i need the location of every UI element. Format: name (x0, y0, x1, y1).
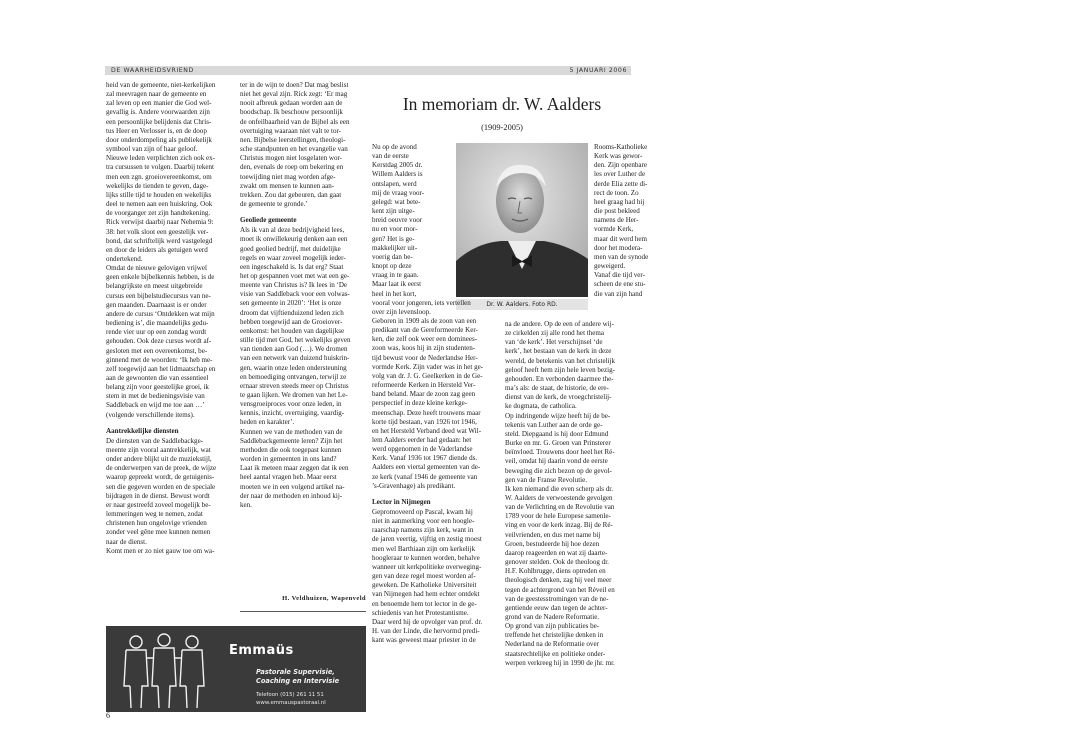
text-line: vooral voor jongeren, iets vertellen (372, 298, 471, 307)
text-line: scheen de ene stu- (594, 280, 646, 289)
text-line: nooit afbreuk gedaan worden aan de (240, 99, 343, 108)
text-line: perspectief in deze kleine kerkge- (372, 399, 468, 408)
text-line: breid oeuvre voor (372, 216, 423, 225)
text-line: nu en voor mor- (372, 225, 418, 234)
text-line: heel aantal vragen heb. Maar eerst (240, 473, 337, 482)
text-line: gehouden. Ook deze cursus wordt af- (106, 337, 212, 346)
text-line: Saddleback en wijd me toe aan …’ (106, 401, 205, 410)
text-line: korte tijd bestaan, van 1926 tot 1946, (372, 417, 477, 426)
text-line: ze kerk (vanaf 1946 de gemeente van (372, 472, 478, 481)
text-line: geloof heeft hem zijn hele leven bezig- (505, 365, 615, 374)
text-line: visie van Saddleback voor een volwas- (240, 290, 350, 299)
author-signature: H. Veldhuizen, Wapenveld (282, 595, 366, 602)
text-line: vensgroeiproces voor onze leden, in (240, 400, 342, 409)
text-line: Ik ken niemand die even scherp als dr. (505, 484, 614, 493)
text-line: van tienden aan God (…). We dromen (240, 345, 348, 354)
text-line: boodschap. Ik beschouw persoonlijk (240, 108, 343, 117)
column-3 (372, 143, 498, 713)
text-line: niet in aanmerking voor een hoogle- (372, 517, 475, 526)
text-line: Als ik van al deze bedrijvigheid lees, (240, 226, 345, 235)
text-line: door onderdompeling als publiekelijk (106, 135, 212, 144)
text-line: vormde Kerk. Zijn vader was in het ge- (372, 362, 484, 371)
text-line: gen maanden. Daarnaast is er onder (106, 300, 207, 309)
text-line: bediening is’, die maandelijks gedu- (106, 319, 209, 328)
running-header (105, 66, 631, 75)
text-line: Geboren in 1909 als de zoon van een (372, 316, 477, 325)
text-line: beweging die zich bezon op de gevol- (505, 466, 612, 475)
text-line: zoon was, koos hij in zijn studenten- (372, 344, 476, 353)
text-line: zwakt om mensen te kunnen aan- (240, 181, 335, 190)
text-line: meente zijn vooral aantrekkelijk, wat (106, 445, 211, 454)
text-line: meente van Christus is? Ik lees in ‘De (240, 281, 348, 290)
text-line: tegen de achtergrond van het Réveil en (505, 585, 615, 594)
text-line: beïnvloed. Trouwens door heel het Ré- (505, 448, 615, 457)
text-line: Saddlebackgemeente leren? Zijn het (240, 436, 343, 445)
text-line: de gemeente te gronde.’ (240, 200, 308, 209)
text-line: derde Elia zette di- (594, 179, 648, 188)
text-line: sche standpunten en het evangelie van (240, 145, 348, 154)
text-line: men wel Barthiaan zijn om kerkelijk (372, 544, 476, 553)
ad-website: www.emmauspastoraal.nl (256, 700, 326, 706)
text-line: raarschap namens zijn kerk, want in (372, 526, 474, 535)
text-line: en bemoediging ontvangen, terwijl ze (240, 372, 347, 381)
text-line: droom dat vijftienduizend leden zich (240, 308, 344, 317)
text-line: Rooms-Katholieke (594, 143, 648, 151)
text-line: rect de toon. Zo (594, 188, 639, 197)
text-line: treffende het christelijke denken in (505, 631, 604, 640)
text-line: heid van de gemeente, niet-kerkelijken (106, 81, 216, 89)
text-line: geweken. De Katholieke Universiteit (372, 581, 477, 590)
text-line: W. Aalders de verwoestende gevolgen (505, 493, 613, 502)
text-line: gen? Het is ge- (372, 234, 415, 243)
text-line: men van de synode (594, 252, 649, 261)
text-line: van ‘de kerk’. Het verschijnsel ‘de (505, 338, 603, 347)
text-line: volg van dr. J. G. Geelkerken in de Ge- (372, 371, 483, 380)
col1-paragraph-1 (106, 81, 234, 420)
text-line: H.F. Kohlbrugge, diens optreden en (505, 567, 606, 576)
text-line: die van zijn hand (594, 289, 643, 298)
text-line: van Nijmegen had hem echter ontdekt (372, 590, 480, 599)
text-line: kant was geweest maar priester in de (372, 636, 476, 645)
text-line: ondertekend. (106, 254, 143, 263)
page-number: 6 (106, 711, 110, 720)
text-line: wanneer uit kerkpolitieke overweging- (372, 562, 482, 571)
text-line: een persoonlijke belijdenis dat Chris- (106, 117, 212, 126)
text-line: wekelijks de tienden te geven, dage- (106, 181, 209, 190)
column-2 (240, 81, 366, 611)
column-end-rule (240, 611, 366, 612)
subheading-lector-in-nijmegen: Lector in Nijmegen (372, 497, 431, 506)
text-line: den, evenals de roep om bekering en (240, 163, 344, 172)
text-line: hoogleraar te kunnen worden, behalve (372, 553, 480, 562)
text-line: kennis, inzicht, overtuiging, vaardig- (240, 409, 345, 418)
text-line: deel te nemen aan een huiskring. Ook (106, 200, 213, 209)
text-line: van de geestesstromingen van de ne- (505, 594, 609, 603)
text-line: lemmeringen weg te nemen, zodat (106, 510, 203, 519)
text-line: tra cursussen te volgen. Daarbij tekent (106, 163, 215, 172)
text-line: zonder veel gêne mee kunnen nemen (106, 528, 211, 537)
text-line: stem in met de bedieningsvisie van (106, 392, 205, 401)
column-1 (106, 81, 234, 643)
text-line: rende vier uur op een zondag wordt (106, 328, 207, 337)
text-line: ken. (240, 500, 252, 509)
issue-date: 5 JANUARI 2006 (569, 67, 627, 74)
text-line: ernaar streven steeds meer op Christus (240, 381, 349, 390)
text-line: moet ik onwillekeurig denken aan een (240, 235, 348, 244)
text-line: ’s-Gravenhage) als predikant. (372, 481, 456, 490)
text-line: lem Aalders eerder had gedaan: het (372, 436, 472, 444)
text-line: zal meevragen naar de gemeente en (106, 90, 207, 99)
text-line: tijd bewust voor de Nederlandse Her- (372, 353, 478, 362)
text-line: werpen verkreeg hij in 1990 de jhr. mr. (505, 658, 615, 667)
text-line: mij de vraag voor- (372, 188, 425, 197)
text-line: steld. Diepgaand is hij door Edmund (505, 429, 609, 438)
text-line: kerk’, het bestaan van de kerk in deze (505, 347, 612, 356)
text-line: het op gespannen voet met wat een ge- (240, 271, 350, 280)
text-line: tus Heer en Verlosser is, en de doop (106, 126, 207, 135)
text-line: band beland. Maar de zoon zag geen (372, 390, 476, 399)
text-line: gehouden. En verbonden daarmee the- (505, 374, 614, 383)
text-line: goed geolied bedrijf, met duidelijke (240, 244, 341, 253)
article-years: (1909-2005) (481, 123, 523, 132)
text-line: Burke en mr. G. Groen van Prinsterer (505, 439, 611, 448)
text-line: meenschap. Deze heeft trouwens maar (372, 408, 481, 417)
text-line: Maar laat ik eerst (372, 280, 422, 289)
text-line: na de andere. Op de een of andere wij- (505, 320, 614, 328)
text-line: andere de cursus ‘Ontdekken wat mijn (106, 309, 215, 318)
text-line: (volgende verschillende items). (106, 410, 195, 419)
column-4 (505, 320, 633, 713)
publication-name: DE WAARHEIDSVRIEND (111, 67, 194, 74)
article-title: In memoriam dr. W. Aalders (402, 94, 602, 114)
text-line: christenen hun ongelovige vrienden (106, 519, 207, 528)
text-line: cursus een bijbelstudiecursus van ne- (106, 291, 211, 300)
text-line: Daar werd hij de opvolger van prof. dr. (372, 617, 483, 626)
text-line: Nu op de avond (372, 143, 417, 151)
text-line: schiedenis van het Protestantisme. (372, 608, 469, 617)
ad-service-2: Coaching en Intervisie (256, 677, 340, 685)
text-line: heden en karakter’. (240, 418, 295, 427)
text-line: waarop gepreekt wordt, de getuigenis- (106, 473, 215, 482)
text-line: de onderwerpen van de preek, de wijze (106, 464, 217, 473)
col4-paragraph (505, 320, 633, 668)
text-line: gen van deze regel moest worden af- (372, 572, 476, 581)
col1-paragraph-2 (106, 437, 234, 556)
text-line: ze cirkelden zij alle rond het thema (505, 329, 605, 338)
text-line: Laat ik meteen maar zeggen dat ik een (240, 464, 349, 473)
col4-intro (594, 143, 649, 299)
text-line: namens de Her- (594, 216, 639, 225)
text-line: H. van der Linde, die hervormd predi- (372, 626, 480, 635)
text-line: en benoemde hem tot lector in de ge- (372, 599, 477, 608)
text-line: eenkomst: het houden van dagelijkse (240, 326, 345, 335)
text-line: les over Luther de (594, 170, 646, 179)
text-line: tekenis van Luther aan de orde ge- (505, 420, 603, 429)
text-line: bijdragen in de dienst. Bewust wordt (106, 491, 210, 500)
text-line: gelegd: wat bete- (372, 197, 421, 206)
text-line: lijks stille tijd te houden en wekelijks (106, 190, 212, 199)
text-line: moeten we in een volgend artikel na- (240, 482, 345, 491)
text-line: van een netwerk van duizend huiskrin- (240, 354, 350, 363)
text-line: De diensten van de Saddlebackge- (106, 436, 204, 445)
text-line: Omdat de nieuwe gelovigen vrijwel (106, 264, 207, 273)
text-line: de onfeilbaarheid van de Bijbel als een (240, 117, 350, 126)
text-line: den. Zijn openbare (594, 161, 648, 170)
three-figures-icon (114, 630, 214, 710)
text-line: ontslapen, werd (372, 179, 417, 188)
text-line: heel graag had hij (594, 197, 645, 206)
text-line: symbool van zijn of haar geloof. (106, 145, 198, 154)
text-line: voerig dan be- (372, 252, 413, 261)
text-line: overtuiging waaraan niet valt te tor- (240, 126, 342, 135)
col3-intro (372, 143, 498, 299)
text-line: Op grond van zijn publicaties be- (505, 622, 600, 631)
text-line: veil, omdat hij daarin vond de eerste (505, 457, 608, 466)
text-line: der naar de methoden en inhoud kij- (240, 491, 343, 500)
text-line: die post bekleed (594, 207, 640, 216)
text-line: gen, waarin onze leden ondersteuning (240, 363, 347, 372)
text-line: aan de gewoonten die van essentieel (106, 374, 209, 382)
text-line: 1789 voor de hele Europese samenle- (505, 512, 611, 521)
text-line: gesloten met een overeenkomst, be- (106, 346, 208, 355)
text-line: Rick verwijst daarbij naar Nehemia 9: (106, 218, 214, 227)
text-line: naar de dienst. (106, 537, 147, 546)
text-line: knopt op deze (372, 262, 412, 271)
text-line: belang zijn voor geestelijke groei, ik (106, 383, 209, 392)
text-line: Kerstdag 2005 dr. (372, 161, 423, 170)
text-line: regels en waar zoveel mogelijk ieder- (240, 253, 346, 262)
subheading-geoliede-gemeente: Geoliede gemeente (240, 216, 297, 225)
photo-caption: Dr. W. Aalders. Foto RD. (456, 299, 588, 310)
text-line: de jaren veertig, vijftig en zestig moest (372, 535, 482, 544)
subheading-aantrekkelijke-diensten: Aantrekkelijke diensten (106, 426, 179, 435)
text-line: Op indringende wijze heeft hij de be- (505, 411, 611, 420)
ad-phone: Telefoon (015) 261 11 51 (256, 692, 324, 698)
text-line: Nieuwe leden verplichten zich ook ex- (106, 154, 215, 163)
text-line: daarop reageerden en wat zij daarte- (505, 548, 608, 557)
text-line: Kerk was gewor- (594, 152, 643, 161)
text-line: onder andere blijkt uit de muziekstijl, (106, 455, 212, 464)
text-line: Aalders een viertal gemeenten van de- (372, 463, 481, 472)
text-line: sen die gegeven worden en de speciale (106, 482, 216, 491)
text-line: Kerk. Vanaf 1936 tot 1967 diende ds. (372, 454, 478, 463)
text-line: Christus mogen niet losgelaten wor- (240, 154, 343, 163)
text-line: nen. Bijbelse leerstellingen, theologi- (240, 135, 346, 144)
text-line: 38: het volk sloot een geestelijk ver- (106, 227, 209, 236)
text-line: en door de leiders als getuigen werd (106, 245, 208, 254)
text-line: vormde Kerk, (594, 225, 634, 234)
text-line: Nederland na de Reformatie over (505, 640, 599, 649)
text-line: worden in gemeenten in ons land? (240, 455, 337, 464)
col2-paragraph-2 (240, 226, 366, 510)
text-line: door het modera- (594, 243, 643, 252)
text-line: over zijn levensloop. (372, 307, 431, 316)
text-line: zal leven op een manier die God wel- (106, 99, 212, 108)
column-4-top (594, 143, 649, 323)
text-line: sen gemeente in 2020’: ‘Het is onze (240, 299, 342, 308)
text-line: staatsrechtelijke en politieke onder- (505, 649, 606, 658)
text-line: geweigerd. (594, 262, 626, 271)
text-line: Gepromoveerd op Pascal, kwam hij (372, 507, 473, 516)
text-line: grond van de Nadere Reformatie. (505, 613, 600, 621)
ad-brand: Emmaüs (229, 643, 294, 658)
text-line: ving en voor de kerk inzag. Bij de Ré- (505, 521, 613, 530)
text-line: belangrijkste en meest uitgebreide (106, 282, 203, 291)
text-line: er naar gestreefd zoveel mogelijk be- (106, 500, 211, 509)
text-line: en het Hersteld Verband deed wat Wil- (372, 426, 482, 435)
text-line: makkelijker uit- (372, 243, 418, 252)
text-line: veilvrienden, en dus met name bij (505, 530, 601, 539)
text-line: Willem Aalders is (372, 170, 423, 179)
col3-paragraph-1 (372, 299, 498, 491)
text-line: bond, dat schriftelijk werd vastgelegd (106, 236, 213, 245)
text-line: Kunnen we van de methoden van de (240, 427, 343, 436)
text-line: genover stelden. Ook de theoloog dr. (505, 558, 609, 567)
text-line: Vanaf die tijd ver- (594, 271, 645, 280)
text-line: ter in de wijn te doen? Dat mag beslist (240, 81, 349, 89)
text-line: men een zgn. groeiovereenkomst, om (106, 172, 212, 181)
text-line: zelf toegewijd aan het lidmaatschap en (106, 364, 216, 373)
text-line: wereld, de betekenis van het christelijk (505, 356, 615, 365)
text-line: heel in het kort, (372, 289, 417, 298)
text-line: ginnend met de woorden: ‘Ik heb me- (106, 355, 213, 364)
text-line: maar dit werd hem (594, 234, 648, 243)
text-line: gevallig is. Andere voorwaarden zijn (106, 108, 210, 117)
text-line: vraag in te gaan. (372, 271, 419, 280)
text-line: geen enkele bijbelkennis hebben, is de (106, 273, 215, 282)
text-line: Groen, bestudeerde hij hoe dezen (505, 539, 600, 548)
text-line: van de eerste (372, 152, 409, 161)
text-line: te gaan lijken. We dromen van het Le- (240, 391, 348, 399)
text-line: ma’s als: de staat, de historie, de ere- (505, 384, 609, 393)
text-line: niet het geval zijn. Rick zegt: ‘Er mag (240, 90, 348, 99)
text-line: de voorganger zet zijn handtekening. (106, 209, 211, 218)
text-line: een ingeschakeld is. Is dat erg? Staat (240, 262, 344, 271)
text-line: methoden die ook toegepast kunnen (240, 445, 342, 454)
text-line: toewijding niet mag worden afge- (240, 172, 336, 181)
text-line: stille tijd met God, het wekelijks geven (240, 336, 351, 345)
text-line: reformeerde Kerken in Hersteld Ver- (372, 381, 476, 390)
text-line: ke dogmata, de catholica. (505, 402, 577, 411)
text-line: Komt men er zo niet gauw toe om wa- (106, 546, 215, 555)
text-line: kent zijn uitge- (372, 207, 415, 216)
col3-paragraph-2 (372, 508, 498, 645)
text-line: werd opgenomen in de Vaderlandse (372, 445, 473, 454)
text-line: dienst van de kerk, de vroegchristelij- (505, 393, 612, 402)
text-line: predikant van de Gereformeerde Ker- (372, 326, 478, 335)
col2-paragraph-1 (240, 81, 366, 209)
text-line: hebben toegewijd aan de Groeiover- (240, 317, 343, 326)
text-line: van de Verlichting en de Revolutie van (505, 503, 615, 512)
text-line: ken, die zelf ook weer een dominees- (372, 335, 478, 344)
ad-service-1: Pastorale Supervisie, (256, 668, 335, 676)
text-line: gentiende eeuw dan tegen de achter- (505, 603, 608, 612)
emmaus-advertisement (106, 626, 366, 712)
text-line: trekken. Zou dat gebeuren, dan gaat (240, 190, 342, 199)
text-line: gen van de Franse Revolutie. (505, 475, 587, 484)
text-line: theologisch denken, zag hij veel meer (505, 576, 612, 585)
